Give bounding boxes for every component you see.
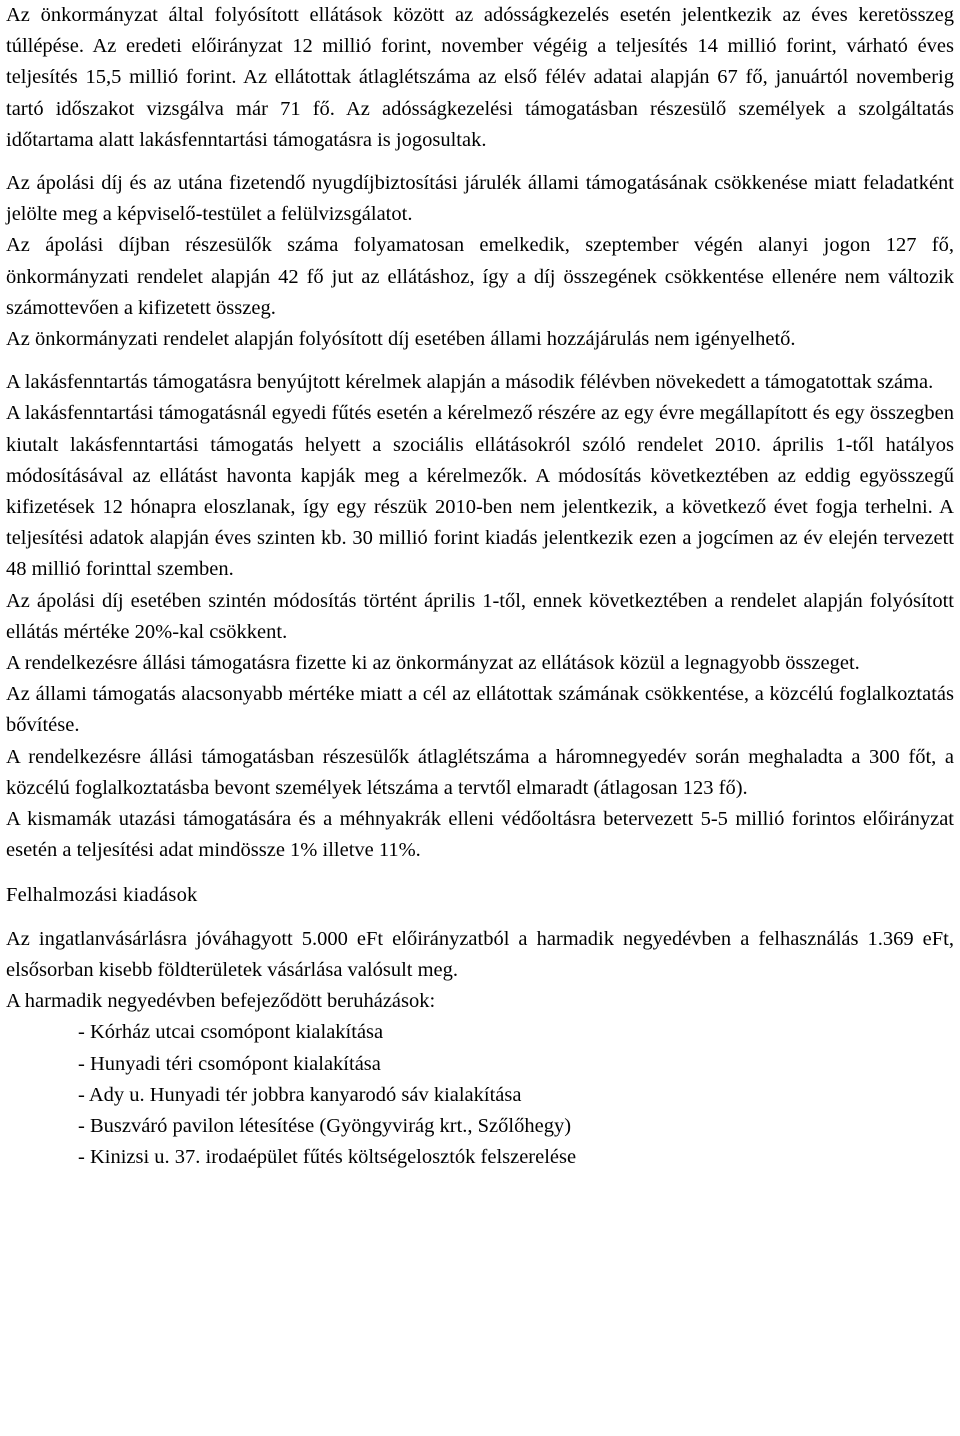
paragraph-care-allowance-state-contribution: Az önkormányzati rendelet alapján folyósított díj esetében állami hozzájárulás nem igényelhető. xyxy=(6,328,796,351)
paragraph-care-allowance-recipients: Az ápolási díjban részesülők száma folyamatosan emelkedik, szeptember végén alanyi jogon 127 fő, önkormányzati rendelet alapján 42 fő jut az ellátáshoz, így a díj összegének csökkentése ellenére nem változik számottevően a kifizetett összeg. xyxy=(6,234,954,319)
paragraph-property-purchase: Az ingatlanvásárlásra jóváhagyott 5.000 eFt előirányzatból a harmadik negyedévben a felhasználás 1.369 eFt, elsősorban kisebb földterületek vásárlása valósult meg. xyxy=(6,927,954,981)
list-item: - Ady u. Hunyadi tér jobbra kanyarodó sáv kialakítása xyxy=(78,1083,522,1106)
paragraph-housing-support-requests: A lakásfenntartás támogatásra benyújtott kérelmek alapján a második félévben növekedett a támogatottak száma. xyxy=(6,371,934,394)
paragraph-care-allowance-review: Az ápolási díj és az utána fizetendő nyugdíjbiztosítási járulék állami támogatásának csökkenése miatt feladatként jelölte meg a képviselő-testület a felülvizsgálatot. xyxy=(6,172,954,226)
list-item: - Kinizsi u. 37. irodaépület fűtés költségelosztók felszerelése xyxy=(78,1146,577,1169)
list-item: - Hunyadi téri csomópont kialakítása xyxy=(78,1052,381,1075)
paragraph-care-allowance-modification: Az ápolási díj esetében szintén módosítás történt április 1-től, ennek következtében a rendelet alapján folyósított ellátás mértéke 20%-kal csökkent. xyxy=(6,589,954,643)
paragraph-completed-projects-intro: A harmadik negyedévben befejeződött beruházások: xyxy=(6,990,436,1013)
list-item: - Buszváró pavilon létesítése (Gyöngyvirág krt., Szőlőhegy) xyxy=(78,1114,572,1137)
paragraph-availability-support-headcount: A rendelkezésre állási támogatásban részesülők átlaglétszáma a háromnegyedév során meghaladta a 300 főt, a közcélú foglalkoztatásba bevont személyek létszáma a tervtől elmaradt (átlagosan 123 fő). xyxy=(6,745,954,799)
list-item: - Kórház utcai csomópont kialakítása xyxy=(78,1021,384,1044)
paragraph-debt-management: Az önkormányzat által folyósított ellátások között az adósságkezelés esetén jelentkezik az éves keretösszeg túllépése. Az eredeti előirányzat 12 millió forint, november végéig a teljesítés 14 millió forint, várható éves teljesítés 15,5 millió forint. Az ellátottak átlaglétszáma az első félév adatai alapján 67 fő, januártól novemberig tartó időszakot vizsgálva már 71 fő. Az adósságkezelési támogatásban részesülő személyek a szolgáltatás időtartama alatt lakásfenntartási támogatásra is jogosultak. xyxy=(6,4,954,151)
paragraph-state-support-goal: Az állami támogatás alacsonyabb mértéke miatt a cél az ellátottak számának csökkentése, a közcélú foglalkoztatás bővítése. xyxy=(6,683,954,737)
paragraph-mothers-travel-vaccination: A kismamák utazási támogatására és a méhnyakrák elleni védőoltásra betervezett 5-5 millió forintos előirányzat esetén a teljesítési adat mindössze 1% illetve 11%. xyxy=(6,808,954,862)
section-heading: Felhalmozási kiadások xyxy=(6,884,198,907)
paragraph-housing-support-heating: A lakásfenntartási támogatásnál egyedi fűtés esetén a kérelmező részére az egy évre megállapított és egy összegben kiutalt lakásfenntartási támogatás helyett a szociális ellátásokról szóló rendelet 2010. április 1-től hatályos módosításával az ellátást havonta kapják meg a kérelmezők. A módosítás következtében az eddig egyösszegű kifizetések 12 hónapra eloszlanak, így egy részük 2010-ben nem jelentkezik, a következő évet fogja terhelni. A teljesítési adatok alapján éves szinten kb. 30 millió forint kiadás jelentkezik ezen a jogcímen az év elején tervezett 48 millió forinttal szemben. xyxy=(6,402,954,581)
paragraph-availability-support-largest: A rendelkezésre állási támogatásra fizette ki az önkormányzat az ellátások közül a legnagyobb összeget. xyxy=(6,652,860,675)
completed-projects-list xyxy=(6,1017,954,1173)
